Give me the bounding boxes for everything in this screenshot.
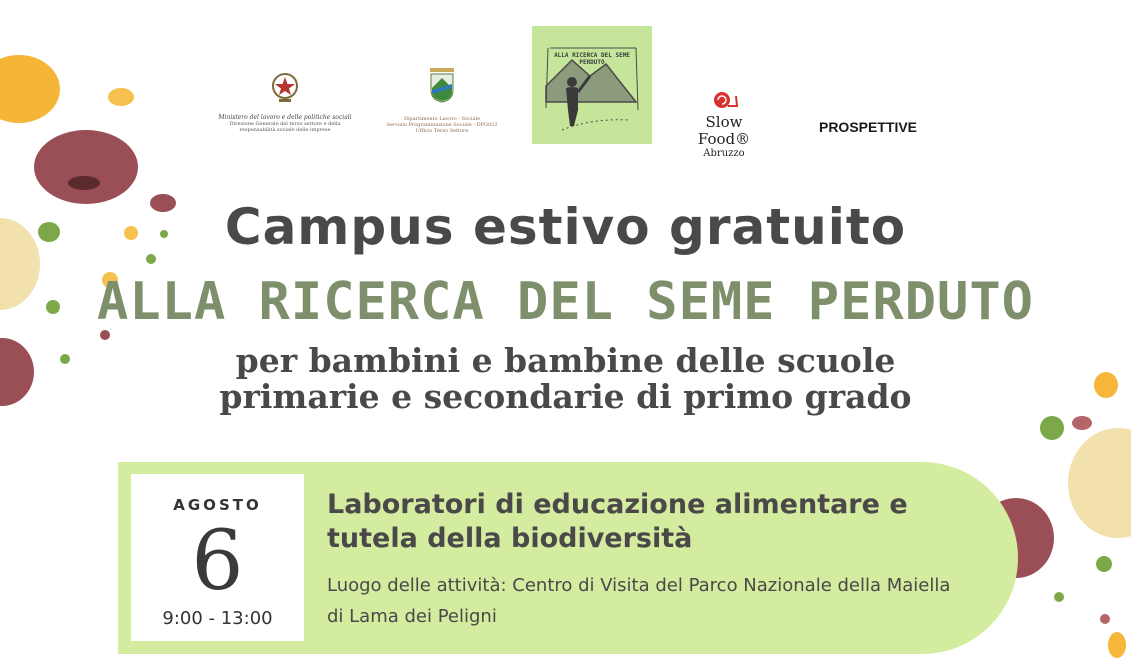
bean-green-right <box>1040 416 1064 440</box>
event-day: 6 <box>191 514 244 609</box>
bean-green-dot-right-2 <box>1054 592 1064 602</box>
region-shield-icon <box>428 66 456 104</box>
region-logo <box>384 66 500 134</box>
project-subtitle: ALLA RICERCA DEL SEME PERDUTO <box>97 272 1034 332</box>
event-month: AGOSTO <box>173 496 262 514</box>
region-name: Dipartimento Lavoro - Sociale <box>403 116 481 122</box>
main-title: Campus estivo gratuito <box>224 198 907 256</box>
project-logo <box>532 26 652 144</box>
bean-red-dot-right <box>1072 416 1092 430</box>
region-sub: Servizio Programmazione Sociale - DPG022 <box>386 122 498 128</box>
logo-row <box>0 0 1131 160</box>
snail-icon <box>710 90 738 110</box>
bean-red-dot-bottom-right <box>1100 614 1110 624</box>
event-title: Laboratori di educazione alimentare e tutela della biodiversità <box>327 489 908 554</box>
italy-emblem-icon <box>270 70 300 104</box>
bean-orange-bottom-right <box>1108 632 1126 658</box>
event-time: 9:00 - 13:00 <box>162 608 273 629</box>
slowfood-region: Abruzzo <box>703 148 745 159</box>
tagline-line2: primarie e secondarie di primo grado <box>219 377 912 416</box>
mountain-hiker-icon <box>532 26 652 144</box>
bean-green-dot-right <box>1096 556 1112 572</box>
event-place: Luogo delle attività: Centro di Visita del Parco Nazionale della Maiella di Lama dei Peligni <box>327 575 951 627</box>
slowfood-logo <box>680 90 768 160</box>
region-sub2: Ufficio Terzo Settore <box>415 128 469 134</box>
project-logo-text: ALLA RICERCA DEL SEME PERDUTO <box>554 52 630 66</box>
bean-cream-right <box>1068 428 1131 538</box>
ministry-sub: Direzione Generale del terzo settore e della responsabilità sociale delle imprese <box>229 121 341 133</box>
prospettive-name: PROSPETTIVE <box>818 119 918 135</box>
prospettive-logo <box>812 119 924 135</box>
ministry-name: Ministero del lavoro e delle politiche sociali <box>218 114 352 121</box>
date-card <box>131 474 304 641</box>
tagline-line1: per bambini e bambine delle scuole <box>235 341 896 380</box>
slowfood-name: Slow Food® <box>697 113 751 148</box>
ministry-logo <box>216 70 354 133</box>
bean-red-eye <box>68 176 100 190</box>
